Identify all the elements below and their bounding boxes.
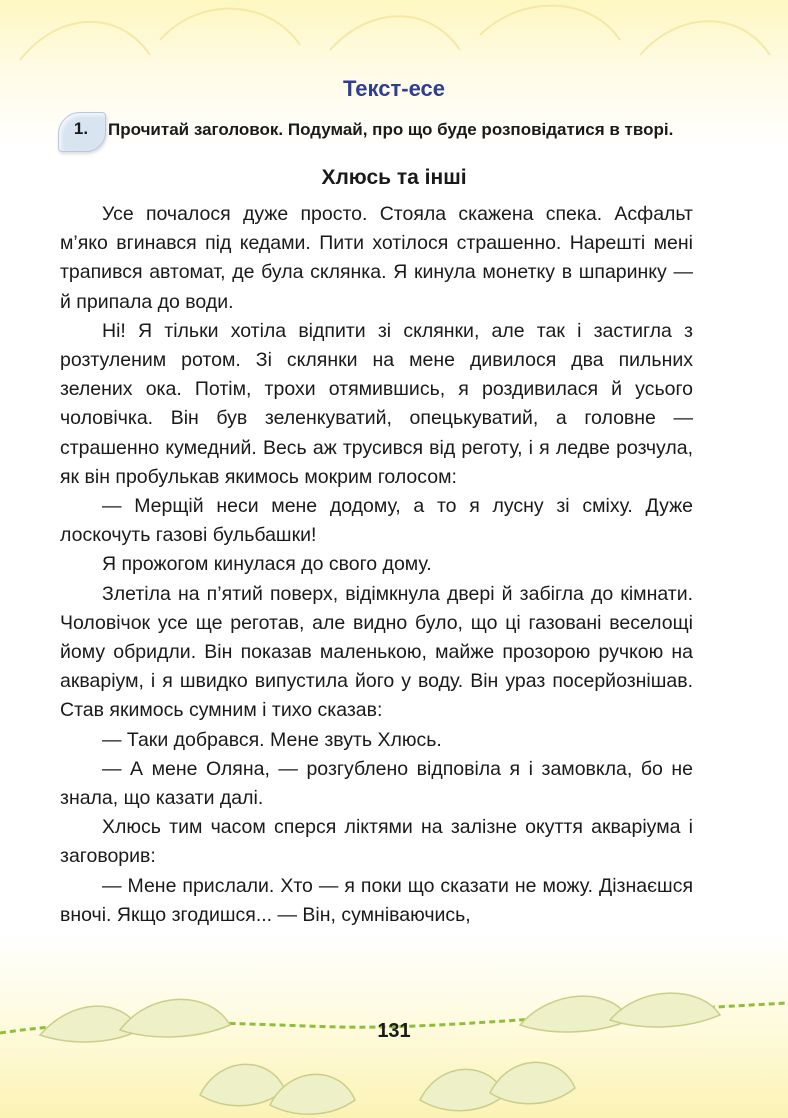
section-title: Текст-есе — [342, 76, 446, 101]
top-decorative-border — [0, 0, 788, 80]
story-paragraph: Злетіла на п’ятий поверх, відімкнула двері й забігла до кімнати. Чоловічок усе ще реготав, але видно було, що ці газовані веселощі йому обридли. Він показав маленькою, майже прозорою ручкою на акваріум, і я швидко випустила його у воду. Він ураз посерйознішав. Став якимось сумним і тихо сказав: — [60, 582, 693, 722]
story-paragraph: — А мене Оляна, — розгублено відповіла я і замовкла, бо не знала, що казати далі. — [60, 757, 693, 810]
bottom-decorative-border — [0, 985, 788, 1118]
story-title: Хлюсь та інші — [321, 166, 467, 189]
page-number: 131 — [377, 1020, 411, 1042]
task-instruction: Прочитай заголовок. Подумай, про що буде розповідатися в творі. — [108, 120, 674, 139]
story-paragraph: Ні! Я тільки хотіла відпити зі склянки, але так і застигла з розтуленим ротом. Зі склянки на мене дивилося два пильних зелених ока. Потім, трохи отямившись, я роздивилася й усього чоловічка. Він був зеленкуватий, опецькуватий, а головне — страшенно кумедний. Весь аж трусився від реготу, і я ледве розчула, як він пробулькав якимось мокрим голосом: — [60, 319, 693, 488]
story-text — [60, 200, 693, 930]
story-paragraph: Я прожогом кинулася до свого дому. — [102, 553, 432, 576]
story-paragraph: Хлюсь тим часом сперся ліктями на залізне окуття акваріума і заговорив: — [60, 816, 693, 868]
story-paragraph: — Мерщій неси мене додому, а то я лусну зі сміху. Дуже лоскочуть газові бульбашки! — [60, 495, 693, 547]
story-paragraph: — Таки добрався. Мене звуть Хлюсь. — [102, 728, 442, 751]
story-paragraph: — Мене прислали. Хто — я поки що сказати не можу. Дізнаєшся вночі. Якщо згодишся... — Він, сумніваючись, — [60, 874, 693, 926]
task-number-badge — [58, 112, 106, 152]
task-number: 1. — [73, 119, 89, 138]
story-paragraph: Усе почалося дуже просто. Стояла скажена спека. Асфальт м’яко вгинався під кедами. Пити хотілося страшенно. Нарешті мені трапився автомат, де була склянка. Я кинула монетку в шпаринку — й припала до води. — [60, 203, 693, 313]
